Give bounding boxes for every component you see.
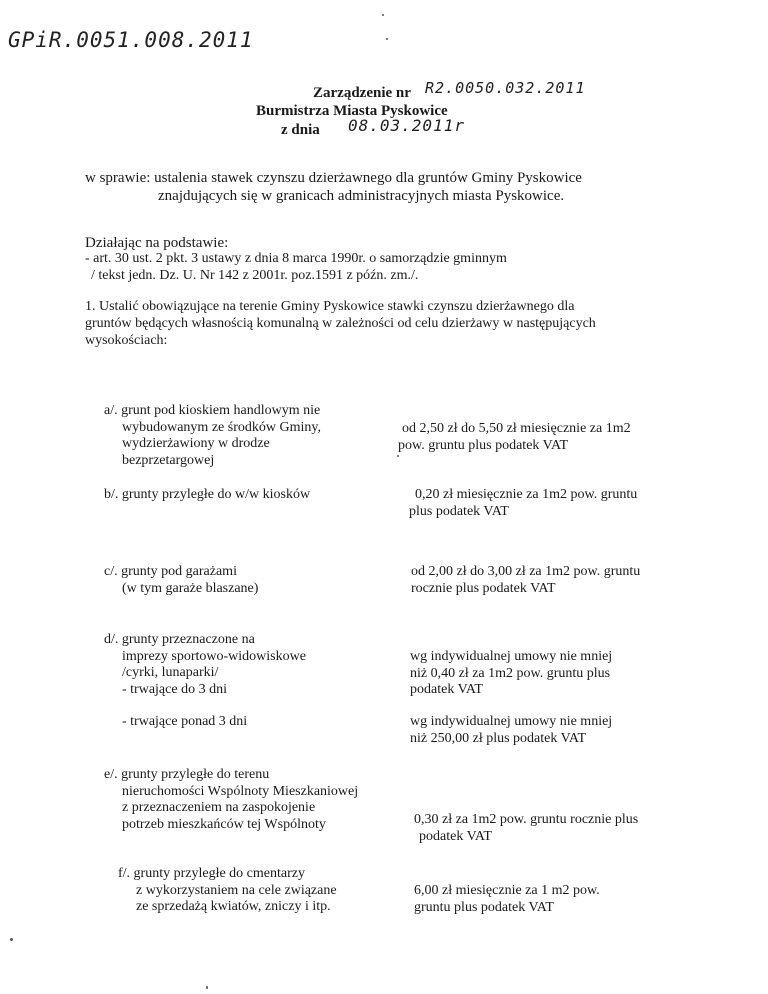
order-title-label: Zarządzenie nr [313, 85, 411, 101]
item-a-left-line: wybudowanym ze środków Gminy, [122, 419, 321, 435]
item-e-right-line: 0,30 zł za 1m2 pow. gruntu rocznie plus [414, 812, 639, 827]
item-d-right-line: niż 0,40 zł za 1m2 pow. gruntu plus [410, 665, 611, 681]
item-d-left-line: /cyrki, lunaparki/ [122, 665, 219, 680]
handwritten-order-number: R2.0050.032.2011 [425, 79, 586, 97]
item-f-rate [414, 883, 600, 916]
scan-speck [386, 38, 388, 40]
scan-speck [397, 455, 399, 457]
item-d-left-line: imprezy sportowo-widowiskowe [122, 648, 306, 664]
item-d-left-line: - trwające do 3 dni [122, 681, 227, 697]
item-b-right-line: 0,20 zł miesięcznie za 1m2 pow. gruntu [415, 487, 638, 502]
item-d-left-line: d/. grunty przeznaczone na [104, 632, 255, 647]
item-b-right-line: plus podatek VAT [409, 503, 509, 519]
basis-line-3: / tekst jedn. Dz. U. Nr 142 z 2001r. poz.1591 z późn. zm./. [91, 268, 419, 283]
point1-line-2: gruntów będących własnością komunalną w zależności od celu dzierżawy w następujących [85, 316, 596, 331]
item-a-rate [398, 421, 631, 454]
item-a-left-line: wydzierżawiony w drodze [122, 436, 270, 451]
point1-line-1: 1. Ustalić obowiązujące na terenie Gminy Pyskowice stawki czynszu dzierżawnego dla [85, 299, 575, 314]
item-d-right-line: wg indywidualnej umowy nie mniej [410, 649, 613, 664]
handwritten-date: 08.03.2011r [348, 116, 465, 135]
item-e-right-line: podatek VAT [419, 828, 492, 844]
item-f-right-line: 6,00 zł miesięcznie za 1 m2 pow. [414, 883, 600, 898]
item-d-rate [410, 649, 612, 699]
item-d-right-line: podatek VAT [410, 682, 483, 697]
item-f-left-line: ze sprzedażą kwiatów, zniczy i itp. [136, 899, 331, 914]
item-b-left-line: b/. grunty przyległe do w/w kiosków [104, 487, 311, 502]
item-d2-rate [410, 714, 612, 747]
item-b-rate [409, 487, 637, 520]
item-a-description [104, 403, 321, 469]
item-c-description [104, 564, 258, 597]
item-c-right-line: od 2,00 zł do 3,00 zł za 1m2 pow. gruntu [411, 564, 641, 579]
item-a-right-line: pow. gruntu plus podatek VAT [398, 437, 569, 453]
item-d2-right-line: wg indywidualnej umowy nie mniej [410, 714, 613, 729]
item-f-description [118, 866, 337, 916]
handwritten-reference: GPiR.0051.008.2011 [8, 28, 254, 52]
basis-line-1: Działając na podstawie: [85, 235, 229, 251]
point1-line-3: wysokościach: [85, 333, 168, 348]
item-d2-left-line: - trwające ponad 3 dni [122, 714, 248, 729]
item-e-left-line: e/. grunty przyległe do terenu [104, 767, 270, 782]
item-d2-right-line: niż 250,00 zł plus podatek VAT [410, 730, 587, 746]
scan-speck [206, 986, 208, 989]
item-c-right-line: rocznie plus podatek VAT [411, 580, 556, 596]
item-f-right-line: gruntu plus podatek VAT [414, 899, 554, 915]
item-a-right-line: od 2,50 zł do 5,50 zł miesięcznie za 1m2 [402, 421, 631, 436]
item-c-rate [411, 564, 640, 597]
item-a-left-line: a/. grunt pod kioskiem handlowym nie [104, 403, 321, 418]
issuer-line: Burmistrza Miasta Pyskowice [256, 103, 448, 119]
scan-speck [382, 14, 384, 16]
basis-line-2: - art. 30 ust. 2 pkt. 3 ustawy z dnia 8 marca 1990r. o samorządzie gminnym [85, 251, 507, 266]
item-c-left-line: (w tym garaże blaszane) [122, 580, 259, 596]
item-b-description [104, 487, 310, 504]
item-a-left-line: bezprzetargowej [122, 452, 215, 468]
item-e-left-line: potrzeb mieszkańców tej Wspólnoty [122, 816, 326, 832]
subject-line-2: znajdujących się w granicach administracyjnych miasta Pyskowice. [158, 188, 565, 204]
scan-speck [10, 938, 13, 941]
item-f-left-line: z wykorzystaniem na cele związane [136, 882, 337, 898]
item-c-left-line: c/. grunty pod garażami [104, 564, 237, 579]
item-e-description [104, 767, 358, 833]
subject-line-1: w sprawie: ustalenia stawek czynszu dzierżawnego dla gruntów Gminy Pyskowice [85, 170, 582, 186]
date-label: z dnia [281, 122, 320, 138]
item-e-left-line: nieruchomości Wspólnoty Mieszkaniowej [122, 783, 359, 799]
item-d2-description [122, 714, 247, 731]
item-f-left-line: f/. grunty przyległe do cmentarzy [118, 866, 305, 881]
item-e-left-line: z przeznaczeniem na zaspokojenie [122, 800, 316, 815]
item-d-description [104, 632, 306, 698]
item-e-rate [414, 812, 638, 845]
